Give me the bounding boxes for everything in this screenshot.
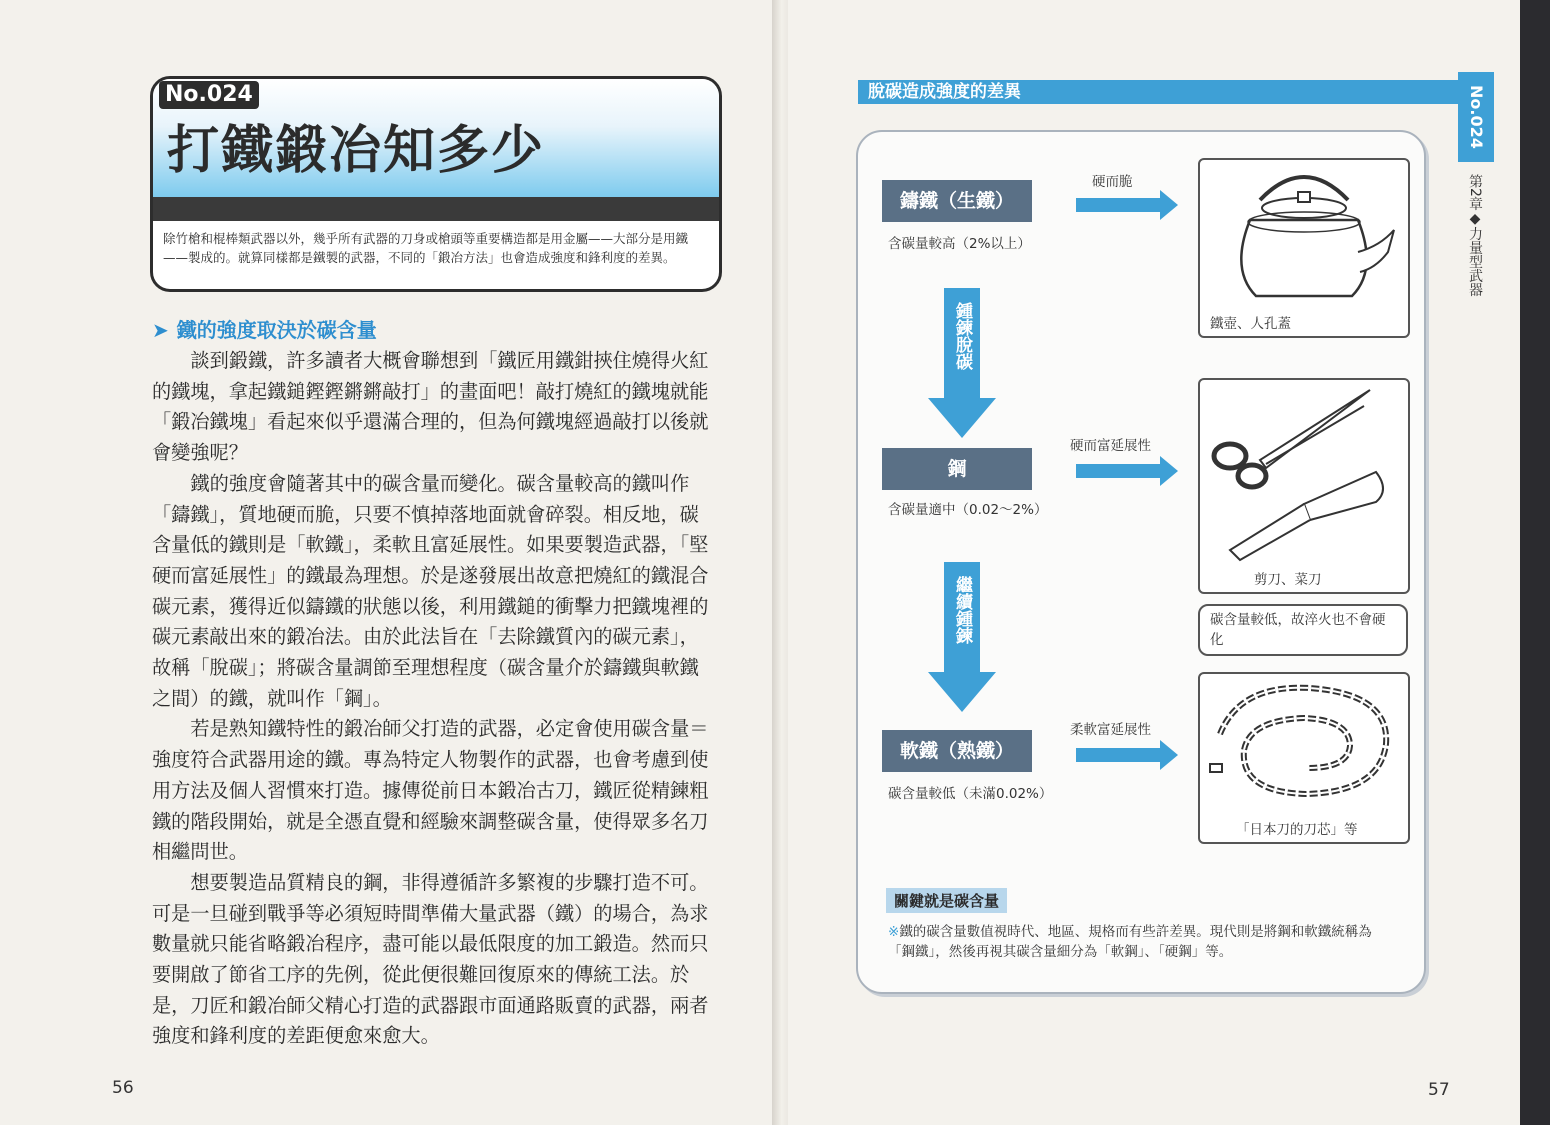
right-page <box>788 0 1550 1125</box>
arrow2-text: 繼續鍾鍊 <box>952 576 972 644</box>
speech-bubble: 碳含量較低，故淬火也不會硬化 <box>1198 604 1408 656</box>
chain-picture <box>1198 672 1410 844</box>
sub-heading-text: 鐵的強度取決於碳含量 <box>176 318 377 342</box>
note-mark: ※ <box>888 924 900 940</box>
arrow-icon: ➤ <box>152 318 169 342</box>
key-point-tag: 關鍵就是碳含量 <box>886 888 1007 913</box>
kettle-picture <box>1198 158 1410 338</box>
arrow-label-continue <box>944 576 980 650</box>
right-arrow-icon <box>1076 198 1162 212</box>
wrought-iron-carbon: 碳含量較低（未滿0.02%） <box>888 786 1053 802</box>
book-gutter <box>772 0 788 1125</box>
cast-iron-example: 鐵壺、人孔蓋 <box>1210 316 1291 332</box>
sub-heading <box>152 314 377 343</box>
steel-property: 硬而富延展性 <box>1070 438 1151 454</box>
wrought-iron-label: 軟鐵（熟鐵） <box>882 730 1032 772</box>
steel-carbon: 含碳量適中（0.02～2%） <box>888 502 1048 518</box>
arrow-label-decarburize <box>944 302 980 376</box>
down-arrow-icon <box>928 398 996 438</box>
paragraph: 鐵的強度會隨著其中的碳含量而變化。碳含量較高的鐵叫作「鑄鐵」，質地硬而脆，只要不慎掉落地面就會碎裂。相反地，碳含量低的鐵則是「軟鐵」，柔軟且富延展性。如果要製造武器，「堅硬而富延展性」的鐵最為理想。於是遂發展出故意把燒紅的鐵混合碳元素，獲得近似鑄鐵的狀態以後，利用鐵鎚的衝擊力把鐵塊裡的碳元素敲出來的鍛冶法。由於此法旨在「去除鐵質內的碳元素」，故稱「脫碳」；將碳含量調節至理想程度（碳含量介於鑄鐵與軟鐵之間）的鐵，就叫作「鋼」。 <box>152 471 709 710</box>
carbon-diagram <box>856 130 1426 994</box>
page-title: 打鐵鍛冶知多少 <box>167 121 546 181</box>
section-title: 脫碳造成強度的差異 <box>858 82 1021 102</box>
right-arrow-icon <box>1076 748 1162 762</box>
side-tab-number: No.024 <box>1458 72 1494 162</box>
scissors-knife-picture <box>1198 378 1410 594</box>
side-tab <box>1458 72 1498 372</box>
cast-iron-property: 硬而脆 <box>1092 174 1133 190</box>
right-arrow-icon <box>1076 464 1162 478</box>
arrow1-text: 鍾鍊脫碳 <box>952 302 972 370</box>
page-number-right: 57 <box>1428 1080 1450 1100</box>
title-box <box>150 76 722 292</box>
cast-iron-label: 鑄鐵（生鐵） <box>882 180 1032 222</box>
section-bar <box>858 80 1490 104</box>
title-dark-strip <box>153 197 719 221</box>
steel-label: 鋼 <box>882 448 1032 490</box>
scissors-knife-icon <box>1200 380 1408 568</box>
intro-text: 除竹槍和棍棒類武器以外，幾乎所有武器的刀身或槍頭等重要構造都是用金屬——大部分是用鐵——製成的。就算同樣都是鐵製的武器，不同的「鍛冶方法」也會造成強度和鋒利度的差異。 <box>163 231 689 265</box>
wrought-iron-example: 「日本刀的刀芯」等 <box>1236 822 1358 838</box>
cast-iron-carbon: 含碳量較高（2%以上） <box>888 236 1031 252</box>
chain-icon <box>1200 674 1408 814</box>
steel-example: 剪刀、菜刀 <box>1254 572 1322 588</box>
paragraph: 想要製造品質精良的鋼，非得遵循許多繁複的步驟打造不可。可是一旦碰到戰爭等必須短時間準備大量武器（鐵）的場合，為求數量就只能省略鍛冶程序，盡可能以最低限度的加工鍛造。然而只要開啟了節省工序的先例，從此便很難回復原來的傳統工法。於是，刀匠和鍛冶師父精心打造的武器跟市面通路販賣的武器，兩者強度和鋒利度的差距便愈來愈大。 <box>152 870 709 1048</box>
book-edge <box>1520 0 1550 1125</box>
kettle-icon <box>1200 160 1408 310</box>
side-tab-chapter: 第2章◆力量型武器 <box>1467 174 1483 297</box>
body-text <box>152 346 714 1052</box>
paragraph: 談到鍛鐵，許多讀者大概會聯想到「鐵匠用鐵鉗挾住燒得火紅的鐵塊，拿起鐵鎚鏗鏗鏘鏘敲打」的畫面吧！敲打燒紅的鐵塊就能「鍛冶鐵塊」看起來似乎還滿合理的，但為何鐵塊經過敲打以後就會變強呢？ <box>152 349 709 465</box>
page-number-left: 56 <box>112 1078 134 1098</box>
key-note <box>888 922 1388 962</box>
note-text: 鐵的碳含量數值視時代、地區、規格而有些許差異。現代則是將鋼和軟鐵統稱為「鋼鐵」，然後再視其碳含量細分為「軟鋼」、「硬鋼」等。 <box>888 924 1372 960</box>
down-arrow-icon <box>928 672 996 712</box>
left-page <box>0 0 772 1125</box>
paragraph: 若是熟知鐵特性的鍛冶師父打造的武器，必定會使用碳含量＝強度符合武器用途的鐵。專為特定人物製作的武器，也會考慮到使用方法及個人習慣來打造。據傳從前日本鍛冶古刀，鐵匠從精鍊粗鐵的階段開始，就是全憑直覺和經驗來調整碳含量，使得眾多名刀相繼問世。 <box>152 717 709 864</box>
entry-number: No.024 <box>159 81 259 109</box>
wrought-iron-property: 柔軟富延展性 <box>1070 722 1151 738</box>
